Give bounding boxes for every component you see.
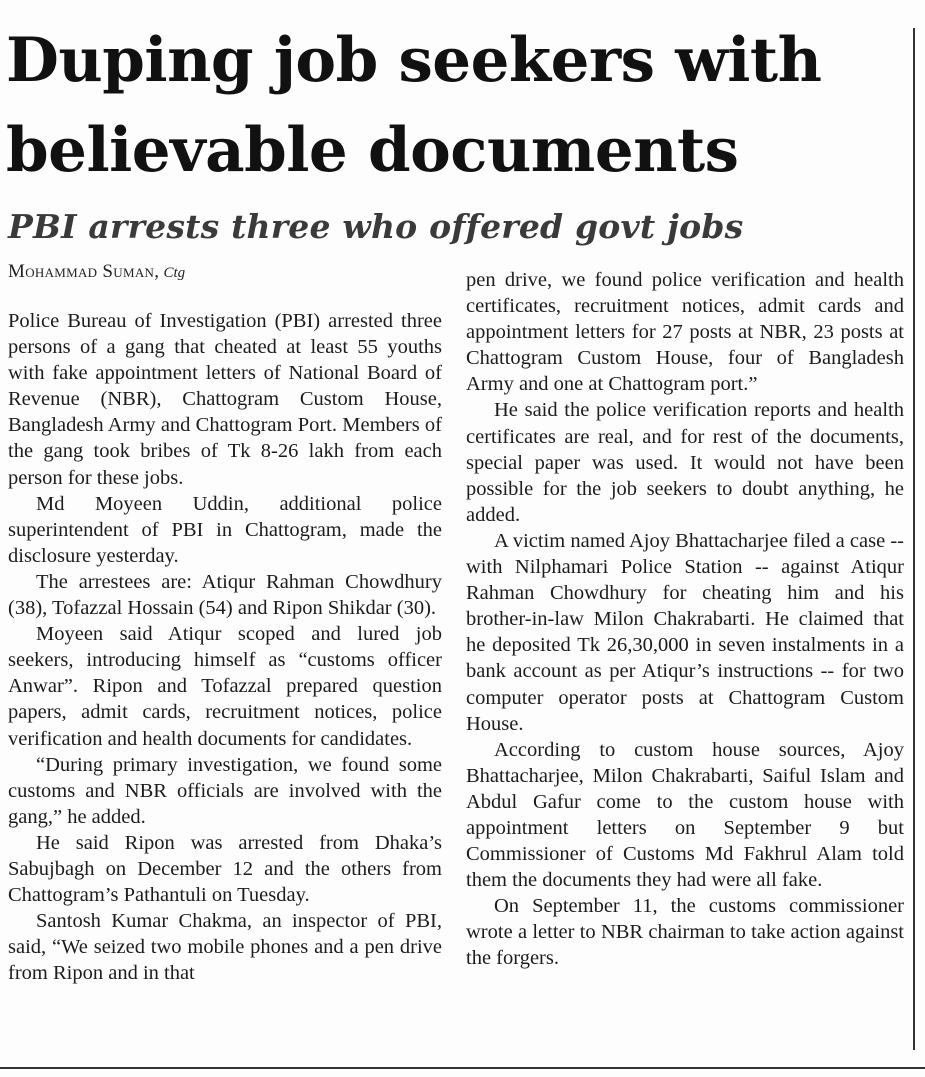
paragraph: A victim named Ajoy Bhattacharjee filed a case -- with Nilphamari Police Station -- against Atiqur Rahman Chowdhury for cheating him and his brother-in-law Milon Chakrabarti. He claimed that he deposited Tk 26,30,000 in seven instalments in a bank account as per Atiqur’s instructions -- for two computer operator posts at Chattogram Custom House. [466,529,904,735]
bottom-rule [0,1067,925,1069]
byline-location: Ctg [163,265,186,281]
paragraph: The arrestees are: Atiqur Rahman Chowdhury (38), Tofazzal Hossain (54) and Ripon Shikdar (30). [8,570,442,620]
paragraph: On September 11, the customs commissioner wrote a letter to NBR chairman to take action against the forgers. [466,895,904,970]
subheadline: PBI arrests three who offered govt jobs [8,207,744,246]
byline [8,259,185,286]
paragraph: Moyeen said Atiqur scoped and lured job seekers, introducing himself as “customs officer Anwar”. Ripon and Tofazzal prepared question papers, admit cards, recruitment notices, police verification and health documents for candidates. [8,623,442,750]
paragraph: According to custom house sources, Ajoy Bhattacharjee, Milon Chakrabarti, Saiful Islam and Abdul Gafur come to the custom house with appointment letters on September 9 but Commissioner of Customs Md Fakhrul Alam told them the documents they had were all fake. [466,738,904,892]
paragraph: Santosh Kumar Chakma, an inspector of PBI, said, “We seized two mobile phones and a pen drive from Ripon and in that [8,910,442,985]
paragraph: pen drive, we found police verification and health certificates, recruitment notices, admit cards and appointment letters for 27 posts at NBR, 23 posts at Chattogram Custom House, four of Bangladesh Army and one at Chattogram port.” [466,269,904,396]
article-column-left [8,308,442,986]
article-column-right [466,267,904,972]
column-rule-right [913,28,915,1050]
paragraph: Md Moyeen Uddin, additional police superintendent of PBI in Chattogram, made the disclosure yesterday. [8,492,442,567]
paragraph: He said the police verification reports and health certificates are real, and for rest of the documents, special paper was used. It would not have been possible for the job seekers to doubt anything, he added. [466,399,904,526]
headline: Duping job seekers with believable documents [6,25,822,186]
paragraph: Police Bureau of Investigation (PBI) arrested three persons of a gang that cheated at least 55 youths with fake appointment letters of National Board of Revenue (NBR), Chattogram Custom House, Bangladesh Army and Chattogram Port. Members of the gang took bribes of Tk 8-26 lakh from each person for these jobs. [8,310,442,489]
paragraph: “During primary investigation, we found some customs and NBR officials are involved with the gang,” he added. [8,753,442,828]
byline-author: Mohammad Suman, [8,261,160,282]
paragraph: He said Ripon was arrested from Dhaka’s Sabujbagh on December 12 and the others from Chattogram’s Pathantuli on Tuesday. [8,831,442,907]
